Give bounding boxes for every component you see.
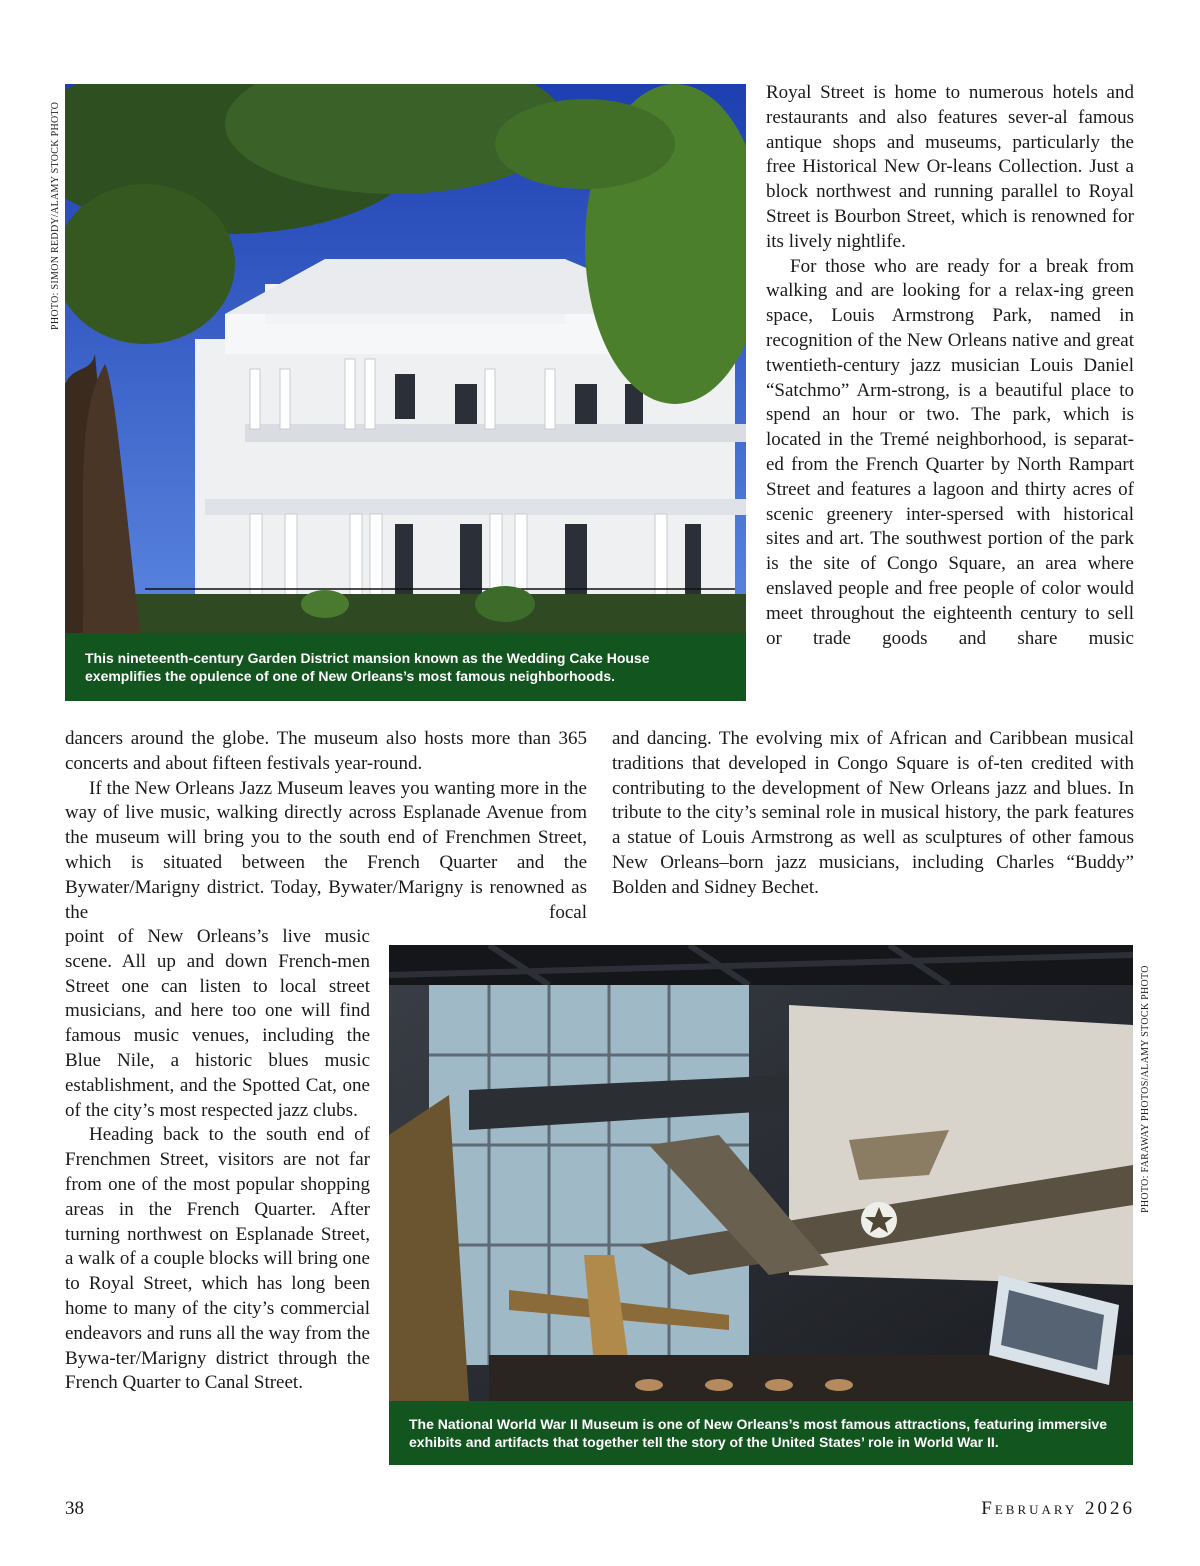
right-column-continuation <box>612 727 1134 901</box>
paragraph-royal-street-shopping: Heading back to the south end of Frenchmen Street, visitors are not far from one of the most popular shopping areas in the French Quarter. After turning northwest on Esplanade Street, a walk of a couple blocks will bring one to Royal Street, which has long been home to many of the city’s commercial endeavors and runs all the way from the Bywa-ter/Marigny district through the French Quarter to Canal Street. <box>65 1124 370 1394</box>
bottom-photo-caption: The National World War II Museum is one of New Orleans’s most famous attractions, featuring immersive exhibits and artifacts that together tell the story of the United States’ role in World War II. <box>389 1401 1133 1465</box>
paragraph-royal-street: Royal Street is home to numerous hotels and restaurants and also features sever-al famous antique shops and museums, particularly the free Historical New Or-leans Collection. Just a block northwest and running parallel to Royal Street is Bourbon Street, which is renowned for its lively nightlife. <box>766 82 1134 252</box>
photo-credit-bottom: PHOTO: FARAWAY PHOTOS/ALAMY STOCK PHOTO <box>1140 965 1151 1213</box>
wwii-museum-photo <box>389 945 1133 1401</box>
wedding-cake-house-photo <box>65 84 746 633</box>
paragraph-armstrong-park: For those who are ready for a break from walking and are looking for a relax-ing green space, Louis Armstrong Park, named in recognition of the New Orleans native and great twentieth-century jazz musician Louis Daniel “Satchmo” Arm-strong, is a beautiful place to spend an hour or two. The park, which is located in the Tremé neighborhood, is separat-ed from the French Quarter by North Rampart Street and features a lagoon and thirty acres of scenic greenery inter-spersed with historical sites and art. The southwest portion of the park is the site of Congo Square, an area where enslaved people and free people of color would meet throughout the eighteenth century to sell or trade goods and share music <box>766 255 1134 649</box>
issue-date: February 2026 <box>981 1498 1135 1519</box>
page-number: 38 <box>65 1498 84 1519</box>
paragraph-congo-square: and dancing. The evolving mix of African and Caribbean musical traditions that developed in Congo Square is of-ten credited with contributing to the development of New Orleans jazz and blues. In tribute to the city’s seminal role in musical history, the park features a statue of Louis Armstrong as well as sculptures of other famous New Orleans–born jazz musicians, including Charles “Buddy” Bolden and Sidney Bechet. <box>612 728 1134 898</box>
paragraph-frenchmen-street-start: If the New Orleans Jazz Museum leaves you wanting more in the way of live music, walking directly across Esplanade Avenue from the museum will bring you to the south end of Frenchmen Street, which is situated between the French Quarter and the Bywater/Marigny district. Today, Bywater/Marigny is renowned as the focal <box>65 777 587 923</box>
paragraph-frenchmen-street-cont: point of New Orleans’s live music scene. All up and down French-men Street one can listen to local street musicians, and here too one will find famous music venues, including the Blue Nile, a historic blues music establishment, and the Spotted Cat, one of the city’s most respected jazz clubs. <box>65 926 370 1121</box>
top-photo-caption: This nineteenth-century Garden District mansion known as the Wedding Cake House exemplifies the opulence of one of New Orleans’s most famous neighborhoods. <box>65 633 746 701</box>
right-column-text <box>766 81 1134 651</box>
photo-credit-top: PHOTO: SIMON REDDY/ALAMY STOCK PHOTO <box>50 101 61 330</box>
left-column-text-wide <box>65 727 587 925</box>
left-column-text-narrow <box>65 925 370 1396</box>
paragraph-museum-concerts: dancers around the globe. The museum also hosts more than 365 concerts and about fifteen festivals year-round. <box>65 728 587 774</box>
